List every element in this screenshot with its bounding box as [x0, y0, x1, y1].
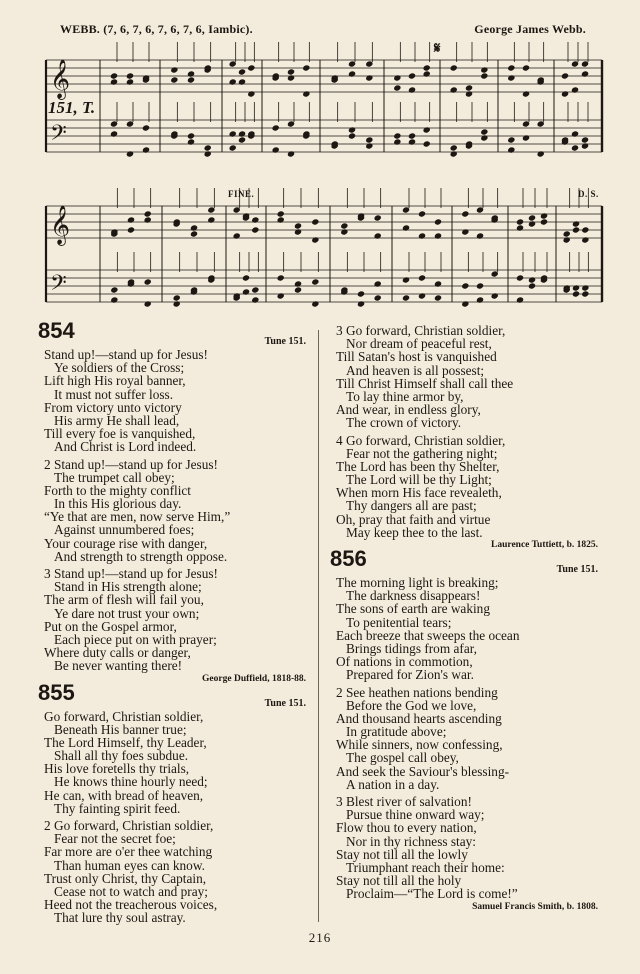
note-head [187, 76, 195, 83]
lyric-line: Before the God we love, [346, 697, 477, 713]
stanza [38, 710, 310, 816]
note-head [581, 290, 589, 297]
lyric-line: And wear, in endless glory, [336, 402, 481, 418]
note-head [294, 222, 302, 229]
note-head [402, 294, 410, 301]
staff-hymn-number: 151, T. [48, 98, 96, 117]
note-head [144, 216, 152, 223]
note-head [348, 126, 356, 133]
hymn-header [38, 679, 310, 710]
note-head [423, 140, 431, 147]
note-head [311, 218, 319, 225]
note-head [423, 70, 431, 77]
note-head [357, 290, 365, 297]
note-head [365, 142, 373, 149]
note-head [461, 210, 469, 217]
music-system-1 [40, 38, 608, 172]
hymn-856 [330, 546, 602, 914]
note-head [507, 146, 515, 153]
lyric-line: The arm of flesh will fail you, [44, 592, 204, 608]
lyric-line: The Lord has been thy Shelter, [336, 458, 500, 474]
note-head [302, 90, 310, 97]
note-head [144, 210, 152, 217]
lyric-line: To penitential tears; [346, 614, 452, 630]
note-head [522, 90, 530, 97]
stanza [330, 795, 602, 901]
note-head [126, 78, 134, 85]
note-head [581, 226, 589, 233]
author-credit: George Duffield, 1818-88. [202, 673, 306, 684]
lyric-line: 3 Stand up!—stand up for Jesus! [44, 566, 218, 581]
note-head [277, 210, 285, 217]
note-head [423, 64, 431, 71]
note-head [110, 72, 118, 79]
hymn-855 [38, 679, 310, 929]
note-head [229, 78, 237, 85]
note-head [418, 292, 426, 299]
lyric-line: Fear not the gathering night; [346, 445, 498, 461]
note-head [450, 144, 458, 151]
lyric-line: Nor dream of peaceful rest, [346, 336, 492, 352]
note-head [516, 224, 524, 231]
note-head [480, 66, 488, 73]
note-head [393, 74, 401, 81]
tune-reference: Tune 151. [556, 564, 598, 575]
note-head [571, 130, 579, 137]
note-head [522, 134, 530, 141]
lyric-line: Till Satan's host is vanquished [336, 349, 497, 365]
note-head [127, 226, 135, 233]
lyric-line: 3 Go forward, Christian soldier, [336, 323, 506, 338]
note-head [272, 124, 280, 131]
left-column [38, 318, 310, 929]
bass-clef: 𝄢 [50, 271, 67, 301]
note-head [408, 132, 416, 139]
lyric-line: Ye soldiers of the Cross; [54, 360, 185, 376]
hymn-number: 856 [330, 546, 367, 571]
note-head [450, 150, 458, 157]
lyric-line: 2 Go forward, Christian soldier, [44, 818, 214, 833]
note-head [491, 292, 499, 299]
note-head [187, 138, 195, 145]
lyric-line: Stand in His strength alone; [54, 579, 202, 595]
note-head [402, 224, 410, 231]
lyric-line: The crown of victory. [346, 415, 462, 431]
note-head [294, 280, 302, 287]
note-head [287, 74, 295, 81]
note-head [528, 282, 536, 289]
note-head [476, 232, 484, 239]
lyric-line: Heed not the treacherous voices, [44, 897, 218, 913]
lyric-line: Fear not the secret foe; [54, 831, 176, 847]
note-head [142, 124, 150, 131]
note-head [374, 280, 382, 287]
note-head [272, 146, 280, 153]
note-head [461, 282, 469, 289]
note-head [537, 150, 545, 157]
lyric-line: The Lord Himself, thy Leader, [44, 734, 207, 750]
note-head [540, 218, 548, 225]
lyric-line: And Christ is Lord indeed. [54, 439, 197, 455]
lyric-line: That lure thy soul astray. [54, 910, 186, 926]
note-head [507, 64, 515, 71]
lyric-line: His love foretells thy trials, [44, 761, 190, 777]
note-head [581, 284, 589, 291]
note-head [190, 224, 198, 231]
stanza [38, 458, 310, 564]
note-head [572, 284, 580, 291]
note-head [423, 126, 431, 133]
note-head [374, 214, 382, 221]
author-credit: Laurence Tuttiett, b. 1825. [491, 540, 598, 550]
note-head [311, 278, 319, 285]
lyric-line: The Lord will be thy Light; [346, 472, 492, 488]
note-head [357, 300, 365, 307]
lyric-line: Your courage rise with danger, [44, 535, 208, 551]
note-head [418, 274, 426, 281]
treble-clef: 𝄞 [50, 205, 71, 245]
lyric-line: 2 See heathen nations bending [336, 684, 498, 700]
lyric-line: He can, with bread of heaven, [44, 787, 204, 803]
note-head [465, 90, 473, 97]
note-head [418, 210, 426, 217]
lyric-line: Of nations in commotion, [336, 654, 473, 670]
hymn-header [38, 318, 310, 348]
note-head [434, 232, 442, 239]
lyric-line: The trumpet call obey; [54, 469, 175, 485]
lyric-line: Far more are o'er thee watching [44, 844, 213, 860]
hymn-number: 854 [38, 318, 75, 343]
lyric-line: Forth to the mighty conflict [44, 482, 191, 498]
lyric-line: The gospel call obey, [346, 750, 459, 766]
lyric-line: Be never wanting there! [54, 658, 183, 674]
note-head [374, 232, 382, 239]
note-head [516, 218, 524, 225]
lyric-line: Ye dare not trust your own; [54, 605, 200, 621]
note-head [434, 280, 442, 287]
note-head [238, 78, 246, 85]
lyric-line: Each breeze that sweeps the ocean [336, 627, 520, 643]
note-head [251, 226, 259, 233]
note-head [348, 132, 356, 139]
note-head [204, 150, 212, 157]
note-head [581, 70, 589, 77]
lyric-line: Stay not till all the holy [336, 873, 462, 889]
note-head [480, 72, 488, 79]
right-column [330, 324, 602, 914]
note-head [393, 138, 401, 145]
lyric-line: Triumphant reach their home: [346, 859, 505, 875]
note-head [277, 292, 285, 299]
note-head [348, 70, 356, 77]
music-system-2 [40, 186, 608, 322]
stanza [38, 819, 310, 925]
note-head [294, 228, 302, 235]
note-head [408, 72, 416, 79]
note-head [528, 214, 536, 221]
note-head [572, 220, 580, 227]
lyric-line: And thousand hearts ascending [336, 710, 502, 726]
note-head [251, 286, 259, 293]
lyric-line: And seek the Saviour's blessing- [336, 763, 510, 779]
note-head [144, 300, 152, 307]
lyric-line: His army He shall lead, [54, 412, 180, 428]
page-number: 216 [308, 930, 332, 945]
note-head [302, 64, 310, 71]
lyric-line: In this His glorious day. [54, 496, 182, 512]
author-credit: Samuel Francis Smith, b. 1808. [472, 901, 598, 912]
note-head [581, 136, 589, 143]
note-head [365, 74, 373, 81]
note-head [110, 78, 118, 85]
note-head [563, 230, 571, 237]
note-head [142, 146, 150, 153]
note-head [528, 220, 536, 227]
lyric-line: While sinners, now confessing, [336, 737, 503, 753]
note-head [561, 90, 569, 97]
note-head [528, 276, 536, 283]
lyric-line: Nor in thy richness stay: [346, 833, 476, 849]
note-head [287, 150, 295, 157]
bass-clef: 𝄢 [50, 121, 67, 151]
note-head [461, 300, 469, 307]
hymn-header [330, 546, 602, 576]
note-head [581, 142, 589, 149]
lyric-line: Thy fainting spirit feed. [54, 800, 181, 816]
note-head [110, 296, 118, 303]
note-head [408, 138, 416, 145]
note-head [190, 230, 198, 237]
note-head [238, 130, 246, 137]
stanza [330, 576, 602, 682]
lyric-line: Against unnumbered foes; [54, 522, 195, 538]
lyric-line: And heaven is all possest; [346, 362, 485, 378]
tune-reference: Tune 151. [264, 336, 306, 347]
note-head [461, 228, 469, 235]
note-head [242, 288, 250, 295]
lyric-line: Brings tidings from afar, [346, 640, 477, 656]
note-head [507, 74, 515, 81]
lyric-line: The morning light is breaking; [336, 575, 499, 590]
note-head [374, 294, 382, 301]
lyric-line: Where duty calls or danger, [44, 645, 191, 661]
lyric-line: The darkness disappears! [346, 588, 481, 604]
stanza [38, 348, 310, 454]
note-head [516, 296, 524, 303]
lyric-line: And strength to strength oppose. [54, 548, 228, 564]
lyric-line: The sons of earth are waking [336, 601, 490, 617]
lyric-line: Put on the Gospel armor, [44, 618, 177, 634]
note-head [434, 218, 442, 225]
note-head [170, 66, 178, 73]
lyric-line: 3 Blest river of salvation! [336, 794, 472, 809]
lyric-line: 2 Stand up!—stand up for Jesus! [44, 456, 218, 472]
note-head [476, 282, 484, 289]
note-head [251, 296, 259, 303]
lyric-line: Flow thou to every nation, [336, 820, 477, 836]
note-head [507, 136, 515, 143]
lyric-line: May keep thee to the last. [346, 524, 483, 540]
note-head [127, 216, 135, 223]
lyric-line: It must not suffer loss. [54, 386, 174, 402]
note-head [173, 300, 181, 307]
lyric-line: Trust only Christ, thy Captain, [44, 870, 207, 886]
note-head [126, 72, 134, 79]
segno-sign: 𝄋 [434, 41, 441, 57]
lyric-line: Stay not till all the lowly [336, 846, 468, 862]
note-head [311, 300, 319, 307]
column-divider [318, 330, 319, 922]
note-head [229, 144, 237, 151]
note-head [434, 294, 442, 301]
stanza [38, 567, 310, 673]
note-head [450, 64, 458, 71]
note-head [408, 86, 416, 93]
note-head [277, 216, 285, 223]
note-head [110, 130, 118, 137]
note-head [393, 132, 401, 139]
note-head [238, 68, 246, 75]
lyric-line: He knows thine hourly need; [54, 774, 208, 790]
hymn-number: 855 [38, 679, 75, 705]
lyric-line: Each piece put on with prayer; [54, 631, 217, 647]
lyric-line: Cease not to watch and pray; [54, 883, 208, 899]
lyric-line: Prepared for Zion's war. [346, 667, 474, 683]
note-head [402, 276, 410, 283]
note-head [242, 274, 250, 281]
lyric-line: Thy dangers all are past; [346, 498, 477, 514]
note-head [540, 212, 548, 219]
note-head [450, 86, 458, 93]
note-head [340, 222, 348, 229]
hymn-855-continued [330, 324, 602, 552]
note-head [340, 228, 348, 235]
note-head [277, 274, 285, 281]
note-head [393, 84, 401, 91]
note-head [229, 130, 237, 137]
lyric-line: Than human eyes can know. [54, 857, 205, 873]
note-head [238, 136, 246, 143]
stanza-gap [38, 925, 310, 929]
note-head [563, 236, 571, 243]
lyric-line: Oh, pray that faith and virtue [336, 511, 491, 527]
note-head [207, 216, 215, 223]
fine-marking: FINE. [228, 189, 255, 199]
lyric-line: To lay thine armor by, [346, 388, 464, 404]
note-head [418, 232, 426, 239]
note-head [516, 274, 524, 281]
note-head [311, 236, 319, 243]
note-head [522, 64, 530, 71]
note-head [187, 132, 195, 139]
tune-reference: Tune 151. [264, 697, 306, 709]
stanza [330, 686, 602, 792]
lyric-line: 4 Go forward, Christian soldier, [336, 432, 506, 448]
note-head [465, 84, 473, 91]
ds-marking: D. S. [578, 189, 599, 199]
note-head [294, 286, 302, 293]
lyric-line: Pursue thine onward way; [346, 807, 485, 823]
note-head [251, 216, 259, 223]
note-head [247, 64, 255, 71]
lyric-line: Lift high His royal banner, [44, 373, 186, 389]
note-head [476, 296, 484, 303]
lyric-line: Stand up!—stand up for Jesus! [44, 347, 208, 362]
stanza [330, 434, 602, 540]
note-head [204, 144, 212, 151]
composer-header: George James Webb. [474, 22, 586, 36]
lyric-line: When morn His face revealeth, [336, 485, 502, 501]
note-head [233, 232, 241, 239]
lyric-line: From victory unto victory [44, 399, 182, 415]
note-head [571, 144, 579, 151]
note-head [247, 90, 255, 97]
treble-clef: 𝄞 [50, 59, 71, 99]
note-head [144, 278, 152, 285]
note-head [287, 68, 295, 75]
lyric-line: Go forward, Christian soldier, [44, 708, 204, 724]
note-head [561, 72, 569, 79]
tune-header: WEBB. (7, 6, 7, 6, 7, 6, 7, 6, Iambic). [60, 22, 253, 36]
note-head [581, 236, 589, 243]
note-head [170, 76, 178, 83]
lyric-line: A nation in a day. [346, 776, 440, 792]
stanza [330, 324, 602, 430]
note-head [480, 128, 488, 135]
lyric-line: Proclaim—“The Lord is come!” [346, 886, 518, 902]
note-head [572, 290, 580, 297]
note-head [110, 286, 118, 293]
note-head [126, 150, 134, 157]
lyric-line: Till Christ Himself shall call thee [336, 375, 514, 391]
lyric-line: Beneath His banner true; [54, 721, 187, 737]
note-head [571, 86, 579, 93]
lyric-line: Till every foe is vanquished, [44, 426, 196, 442]
note-head [480, 134, 488, 141]
lyric-line: “Ye that are men, now serve Him,” [44, 509, 231, 525]
note-head [173, 294, 181, 301]
note-head [365, 136, 373, 143]
hymn-854 [38, 318, 310, 686]
note-head [187, 70, 195, 77]
lyric-line: Shall all thy foes subdue. [54, 748, 189, 764]
note-head [572, 226, 580, 233]
lyric-line: In gratitude above; [346, 724, 447, 740]
